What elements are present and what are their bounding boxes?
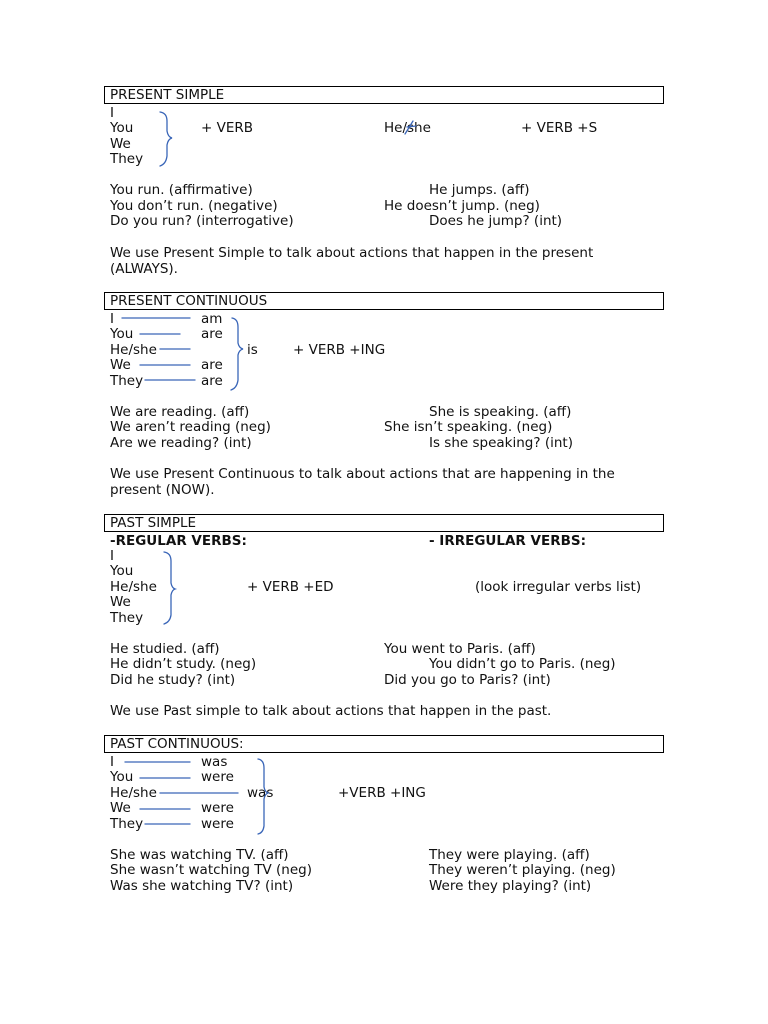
pcn-aux-were-they: were — [201, 816, 234, 832]
pcn-brace — [258, 759, 268, 834]
pcn-pronoun-they: They — [110, 816, 144, 832]
pc-usage-line-2: present (NOW). — [110, 482, 215, 498]
ps-pronoun-they: They — [110, 151, 144, 167]
pst-pronoun-you: You — [110, 563, 134, 579]
pcn-example-neg-left: She wasn’t watching TV (neg) — [110, 862, 312, 878]
pc-example-aff-left: We are reading. (aff) — [110, 404, 250, 420]
pst-irregular-label: - IRREGULAR VERBS: — [429, 533, 587, 549]
pst-irregular-note: (look irregular verbs list) — [475, 579, 642, 595]
pcn-example-neg-right: They weren’t playing. (neg) — [429, 862, 616, 878]
pc-example-int-left: Are we reading? (int) — [110, 435, 252, 451]
ps-pronoun-i: I — [110, 105, 114, 121]
present-continuous-header-label: PRESENT CONTINUOUS — [110, 293, 268, 309]
ps-usage-line-1: We use Present Simple to talk about actions that happen in the present — [110, 245, 594, 261]
pst-pronoun-they: They — [110, 610, 144, 626]
ps-example-int-left: Do you run? (interrogative) — [110, 213, 294, 229]
pst-example-aff-right: You went to Paris. (aff) — [384, 641, 536, 657]
pcn-pronoun-you: You — [110, 769, 134, 785]
pc-pronoun-you: You — [110, 326, 134, 342]
ps-example-aff-left: You run. (affirmative) — [110, 182, 253, 198]
pc-example-neg-right: She isn’t speaking. (neg) — [384, 419, 553, 435]
pst-example-aff-left: He studied. (aff) — [110, 641, 220, 657]
pst-pronoun-i: I — [110, 548, 114, 564]
ps-pronoun-you: You — [110, 120, 134, 136]
pc-pronoun-they: They — [110, 373, 144, 389]
pcn-example-int-left: Was she watching TV? (int) — [110, 878, 294, 894]
pc-is-label: is — [247, 342, 258, 358]
ps-rule-verb: + VERB — [201, 120, 254, 136]
pcn-pronoun-we: We — [110, 800, 131, 816]
present-simple-header-label: PRESENT SIMPLE — [110, 87, 225, 103]
ps-example-aff-right: He jumps. (aff) — [429, 182, 530, 198]
pst-pronoun-we: We — [110, 594, 131, 610]
ps-heshe-mark — [405, 121, 416, 134]
pst-pronoun-heshe: He/she — [110, 579, 157, 595]
pc-brace — [231, 318, 243, 390]
pc-pronoun-i: I — [110, 311, 114, 327]
pst-usage-line-1: We use Past simple to talk about actions that happen in the past. — [110, 703, 552, 719]
pst-example-neg-right: You didn’t go to Paris. (neg) — [429, 656, 616, 672]
ps-brace — [160, 112, 172, 166]
pc-pronoun-heshe: He/she — [110, 342, 157, 358]
pc-rule: + VERB +ING — [293, 342, 386, 358]
ps-example-neg-left: You don’t run. (negative) — [110, 198, 278, 214]
ps-pronoun-we: We — [110, 136, 131, 152]
ps-rule-verb-s: + VERB +S — [521, 120, 598, 136]
pc-aux-are-they: are — [201, 373, 223, 389]
pst-rule: + VERB +ED — [247, 579, 334, 595]
pc-example-neg-left: We aren’t reading (neg) — [110, 419, 271, 435]
pst-example-neg-left: He didn’t study. (neg) — [110, 656, 257, 672]
ps-usage-line-2: (ALWAYS). — [110, 261, 178, 277]
pcn-aux-were-you: were — [201, 769, 234, 785]
pcn-example-int-right: Were they playing? (int) — [429, 878, 592, 894]
pc-aux-are-we: are — [201, 357, 223, 373]
pst-example-int-left: Did he study? (int) — [110, 672, 236, 688]
past-continuous-header-label: PAST CONTINUOUS: — [110, 736, 244, 752]
pcn-pronoun-heshe: He/she — [110, 785, 157, 801]
pcn-aux-were-we: were — [201, 800, 234, 816]
ps-example-int-right: Does he jump? (int) — [429, 213, 563, 229]
pcn-pronoun-i: I — [110, 754, 114, 770]
pcn-aux-was-heshe: was — [247, 785, 274, 801]
past-simple-header-label: PAST SIMPLE — [110, 515, 197, 531]
pcn-example-aff-right: They were playing. (aff) — [429, 847, 590, 863]
pc-aux-are-you: are — [201, 326, 223, 342]
pcn-example-aff-left: She was watching TV. (aff) — [110, 847, 289, 863]
pc-usage-line-1: We use Present Continuous to talk about actions that are happening in the — [110, 466, 615, 482]
pst-example-int-right: Did you go to Paris? (int) — [384, 672, 551, 688]
pst-regular-label: -REGULAR VERBS: — [110, 533, 247, 549]
pc-example-aff-right: She is speaking. (aff) — [429, 404, 572, 420]
pcn-aux-was-i: was — [201, 754, 228, 770]
pc-aux-am: am — [201, 311, 223, 327]
pcn-rule: +VERB +ING — [338, 785, 426, 801]
ps-example-neg-right: He doesn’t jump. (neg) — [384, 198, 540, 214]
pc-pronoun-we: We — [110, 357, 131, 373]
pc-example-int-right: Is she speaking? (int) — [429, 435, 573, 451]
ps-third-person: He/she — [384, 120, 431, 136]
pst-brace — [164, 552, 175, 624]
